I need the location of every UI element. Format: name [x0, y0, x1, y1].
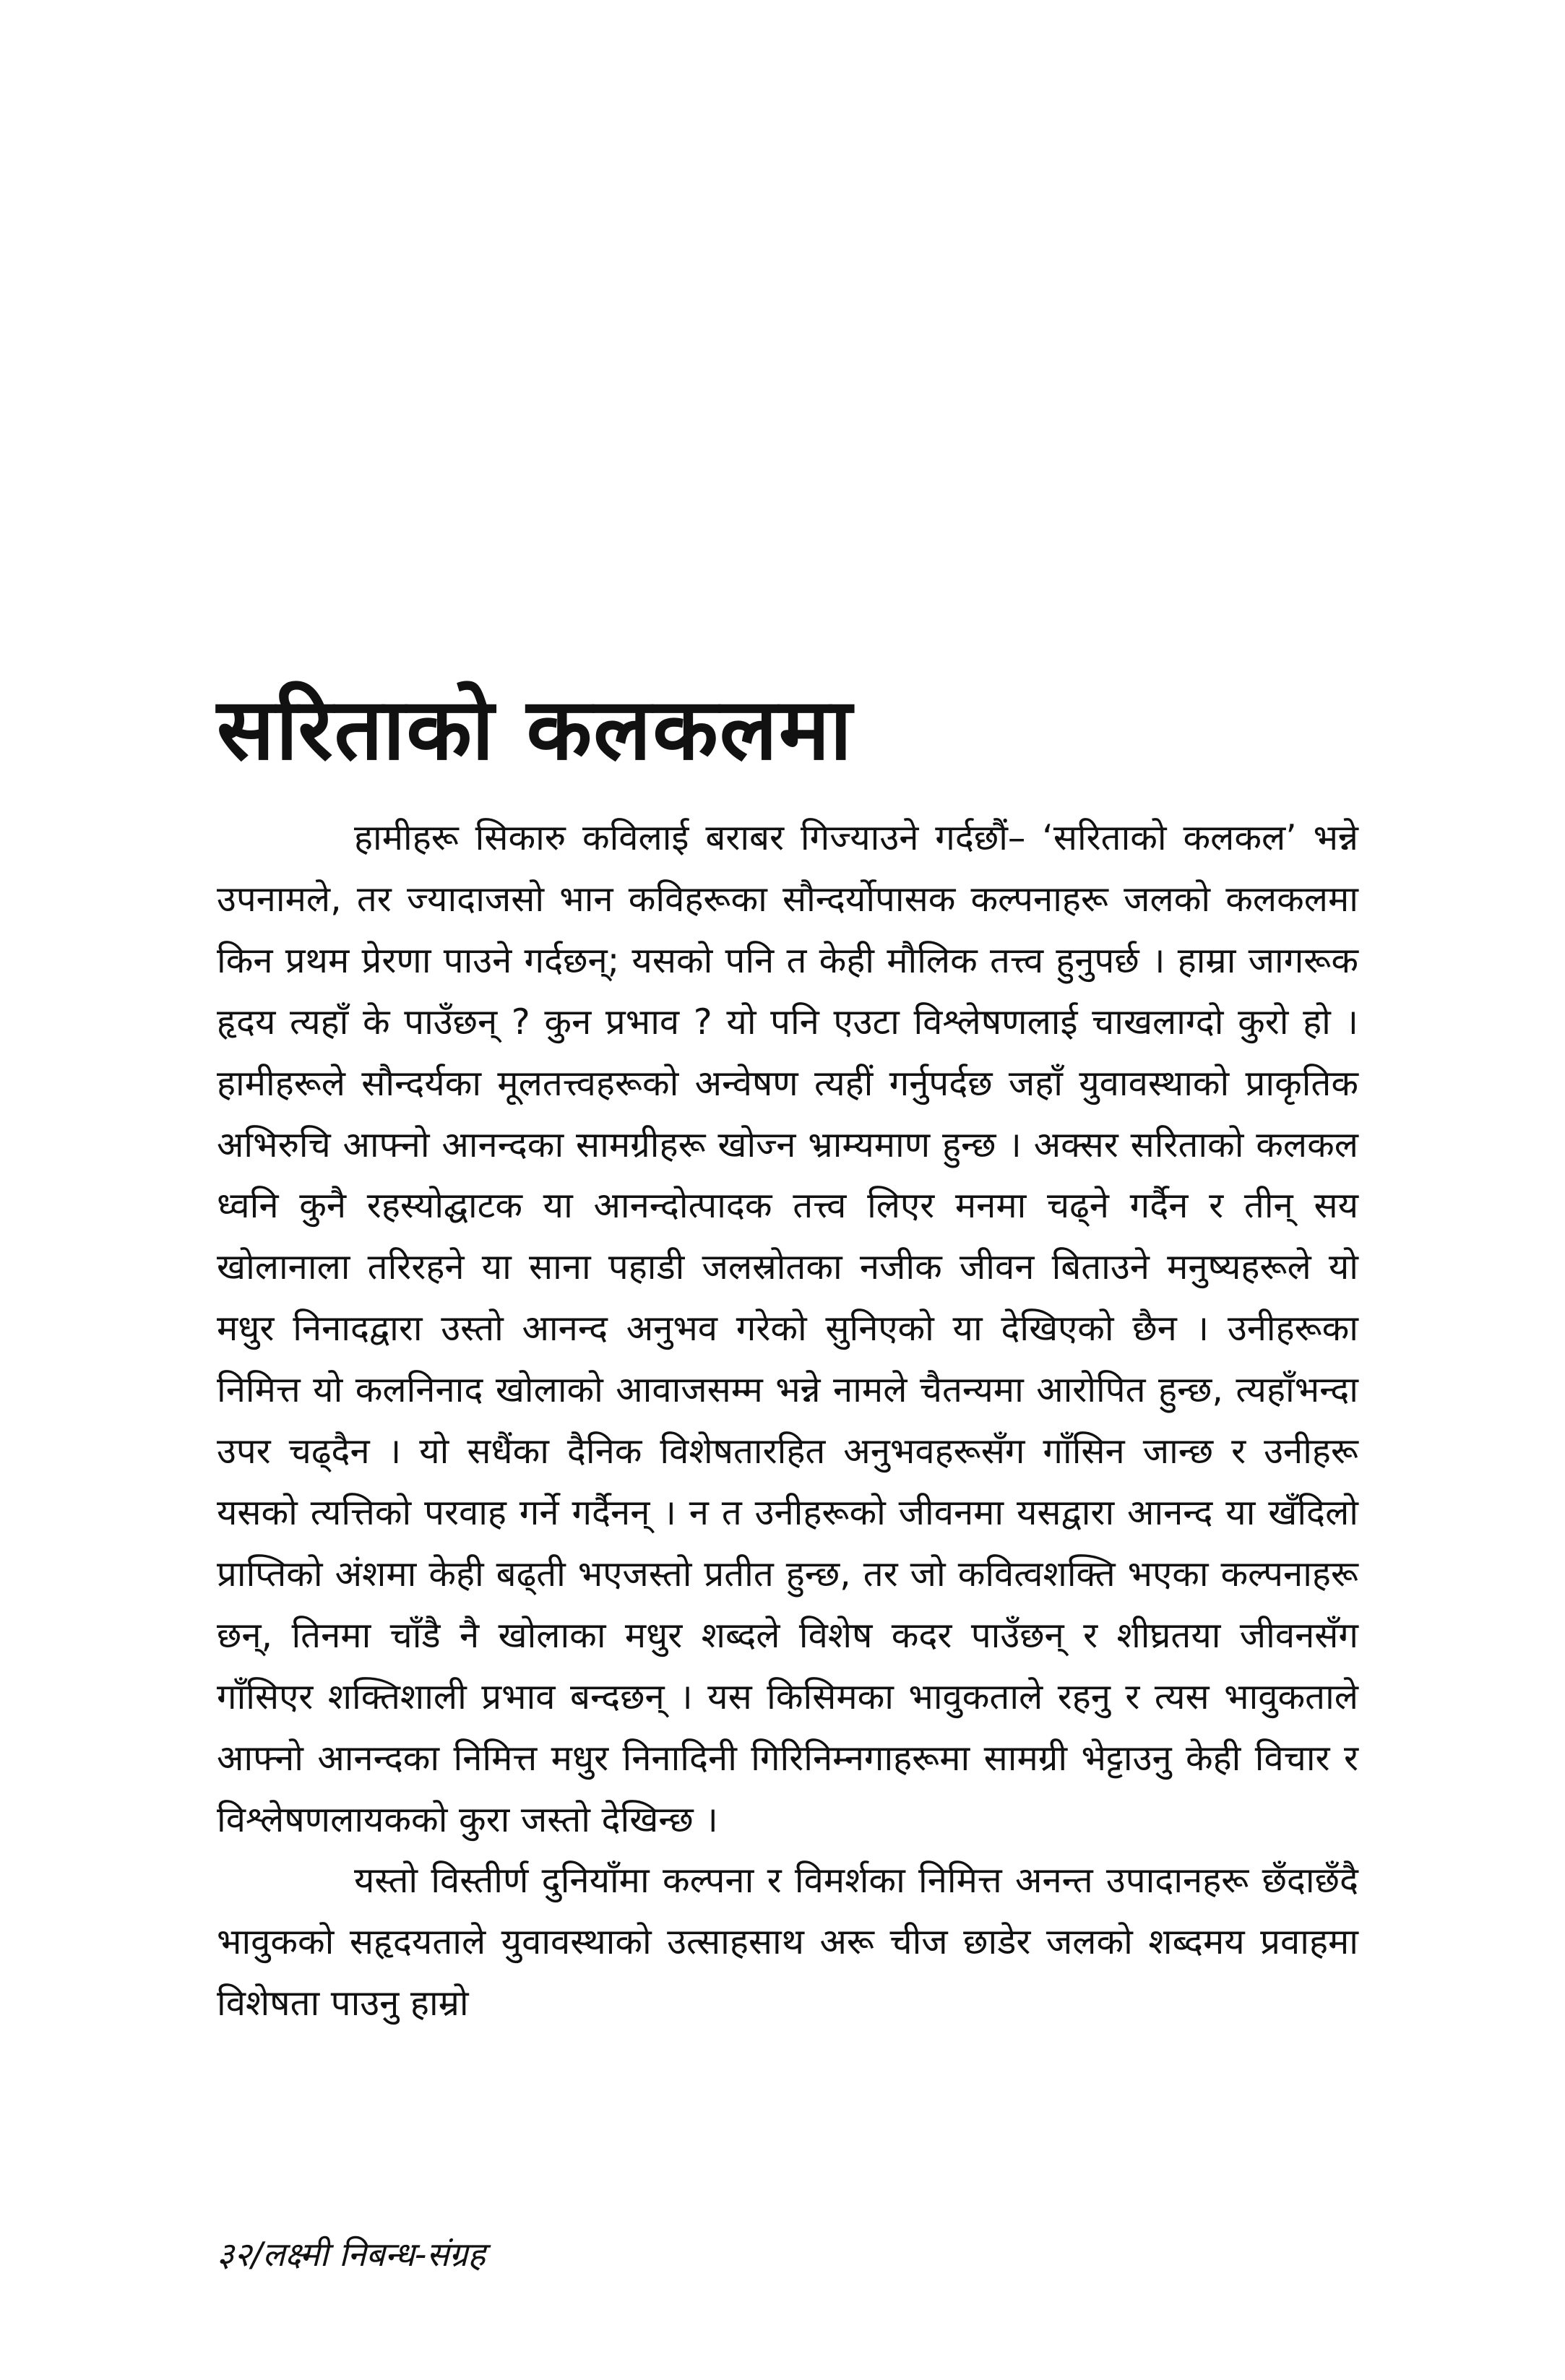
page-footer: ३२/लक्ष्मी निबन्ध-संग्रह — [217, 2235, 486, 2274]
essay-body — [217, 808, 1358, 2035]
paragraph-2: यस्तो विस्तीर्ण दुनियाँमा कल्पना र विमर्शका निमित्त अनन्त उपादानहरू छँदाछँदै भावुकको सहृदयताले युवावस्थाको उत्साहसाथ अरू चीज छाडेर जलको शब्दमय प्रवाहमा विशेषता पाउनु हाम्रो — [217, 1860, 1358, 2025]
chapter-title: सरिताको कलकलमा — [217, 679, 854, 780]
paragraph-1: हामीहरू सिकारु कविलाई बराबर गिज्याउने गर्दछौं– ‘सरिताको कलकल’ भन्ने उपनामले, तर ज्यादाजसो भान कविहरूका सौन्दर्योपासक कल्पनाहरू जलको कलकलमा किन प्रथम प्रेरणा पाउने गर्दछन्; यसको पनि त केही मौलिक तत्त्व हुनुपर्छ । हाम्रा जागरूक हृदय त्यहाँ के पाउँछन् ? कुन प्रभाव ? यो पनि एउटा विश्लेषणलाई चाखलाग्दो कुरो हो । हामीहरूले सौन्दर्यका मूलतत्त्वहरूको अन्वेषण त्यहीं गर्नुपर्दछ जहाँ युवावस्थाको प्राकृतिक अभिरुचि आफ्नो आनन्दका सामग्रीहरू खोज्न भ्राम्यमाण हुन्छ । अक्सर सरिताको कलकल ध्वनि कुनै रहस्योद्घाटक या आनन्दोत्पादक तत्त्व लिएर मनमा चढ्ने गर्दैन र तीन् सय खोलानाला तरिरहने या साना पहाडी जलस्रोतका नजीक जीवन बिताउने मनुष्यहरूले यो मधुर निनादद्वारा उस्तो आनन्द अनुभव गरेको सुनिएको या देखिएको छैन । उनीहरूका निमित्त यो कलनिनाद खोलाको आवाजसम्म भन्ने नामले चैतन्यमा आरोपित हुन्छ, त्यहाँभन्दा उपर चढ्दैन । यो सधैंका दैनिक विशेषतारहित अनुभवहरूसँग गाँसिन जान्छ र उनीहरू यसको त्यत्तिको परवाह गर्ने गर्दैनन् । न त उनीहरूको जीवनमा यसद्वारा आनन्द या खँदिलो प्राप्तिको अंशमा केही बढ्ती भएजस्तो प्रतीत हुन्छ, तर जो कवित्वशक्ति भएका कल्पनाहरू छन्, तिनमा चाँडै नै खोलाका मधुर शब्दले विशेष कदर पाउँछन् र शीघ्रतया जीवनसँग गाँसिएर शक्तिशाली प्रभाव बन्दछन् । यस किसिमका भावुकताले रहनु र त्यस भावुकताले आफ्नो आनन्दका निमित्त मधुर निनादिनी गिरिनिम्नगाहरूमा सामग्री भेट्टाउनु केही विचार र विश्लेषणलायकको कुरा जस्तो देखिन्छ । — [217, 817, 1359, 1840]
